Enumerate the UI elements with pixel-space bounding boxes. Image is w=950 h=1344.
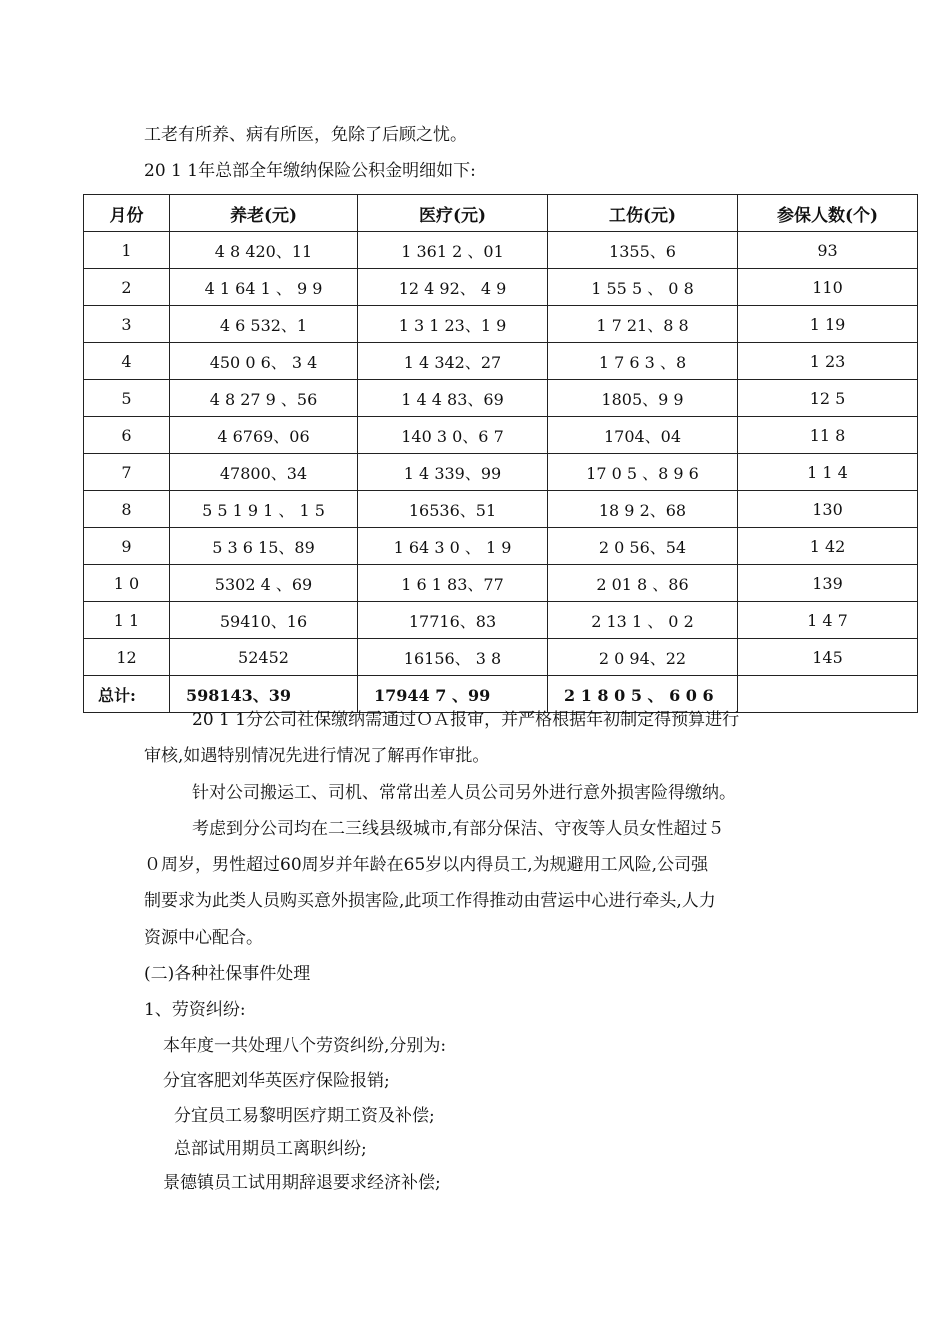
cell-injury: 1 7 21、8 8 xyxy=(548,306,738,343)
cell-month: 7 xyxy=(84,454,170,491)
cell-injury: 17 0 5 、8 9 6 xyxy=(548,454,738,491)
cell-pension: 4 8 27 9 、56 xyxy=(170,380,358,417)
total-injury: 2 1 8 0 5 、 6 0 6 xyxy=(548,676,738,713)
paragraph-line-2: 20 1 1年总部全年缴纳保险公积金明细如下: xyxy=(144,161,476,181)
header-insured-count: 参保人数(个) xyxy=(738,195,918,232)
cell-medical: 1 3 1 23、1 9 xyxy=(358,306,548,343)
total-medical: 17944 7 、99 xyxy=(358,676,548,713)
table-row xyxy=(84,343,918,380)
table-row xyxy=(84,454,918,491)
cell-insured-count: 139 xyxy=(738,565,918,602)
cell-injury: 18 9 2、68 xyxy=(548,491,738,528)
cell-insured-count: 1 23 xyxy=(738,343,918,380)
paragraph-consideration: 考虑到分公司均在二三线县级城市,有部分保洁、守夜等人员女性超过５ xyxy=(192,819,725,839)
cell-month: 4 xyxy=(84,343,170,380)
cell-pension: 450 0 6、 3 4 xyxy=(170,343,358,380)
cell-medical: 17716、83 xyxy=(358,602,548,639)
cell-month: 3 xyxy=(84,306,170,343)
cell-medical: 1 361 2 、01 xyxy=(358,232,548,269)
cell-month: 12 xyxy=(84,639,170,676)
cell-month: 8 xyxy=(84,491,170,528)
cell-medical: 140 3 0、6 7 xyxy=(358,417,548,454)
table-row xyxy=(84,602,918,639)
cell-insured-count: 145 xyxy=(738,639,918,676)
dispute-item-2: 分宜员工易黎明医疗期工资及补偿; xyxy=(174,1106,435,1126)
paragraph-consideration-4: 资源中心配合。 xyxy=(144,928,263,948)
cell-medical: 16536、51 xyxy=(358,491,548,528)
table-row xyxy=(84,417,918,454)
cell-pension: 4 8 420、11 xyxy=(170,232,358,269)
section-heading-social-events: (二)各种社保事件处理 xyxy=(144,964,311,984)
cell-pension: 4 6769、06 xyxy=(170,417,358,454)
dispute-item-1: 分宜客肥刘华英医疗保险报销; xyxy=(163,1071,390,1091)
cell-pension: 47800、34 xyxy=(170,454,358,491)
cell-injury: 2 01 8 、86 xyxy=(548,565,738,602)
table-total-row xyxy=(84,676,918,713)
cell-medical: 1 4 4 83、69 xyxy=(358,380,548,417)
cell-injury: 2 0 94、22 xyxy=(548,639,738,676)
subheading-labor-disputes: 1、劳资纠纷: xyxy=(144,1000,246,1020)
cell-pension: 59410、16 xyxy=(170,602,358,639)
table-row xyxy=(84,269,918,306)
cell-pension: 5302 4 、69 xyxy=(170,565,358,602)
cell-medical: 1 6 1 83、77 xyxy=(358,565,548,602)
cell-pension: 5 5 1 9 1 、 1 5 xyxy=(170,491,358,528)
cell-month: 1 0 xyxy=(84,565,170,602)
cell-pension: 52452 xyxy=(170,639,358,676)
cell-medical: 16156、 3 8 xyxy=(358,639,548,676)
paragraph-audit: 审核,如遇特别情况先进行情况了解再作审批。 xyxy=(144,746,490,766)
cell-month: 9 xyxy=(84,528,170,565)
cell-month: 6 xyxy=(84,417,170,454)
cell-insured-count: 1 1 4 xyxy=(738,454,918,491)
cell-medical: 1 64 3 0 、 1 9 xyxy=(358,528,548,565)
cell-insured-count: 110 xyxy=(738,269,918,306)
paragraph-consideration-3: 制要求为此类人员购买意外损害险,此项工作得推动由营运中心进行牵头,人力 xyxy=(144,891,716,911)
paragraph-consideration-2: ０周岁，男性超过60周岁并年龄在65岁以内得员工,为规避用工风险,公司强 xyxy=(144,855,709,875)
cell-month: 5 xyxy=(84,380,170,417)
dispute-item-3: 总部试用期员工离职纠纷; xyxy=(174,1139,367,1159)
table-header-row xyxy=(84,195,918,232)
insurance-table xyxy=(83,194,918,713)
total-pension: 598143、39 xyxy=(170,676,358,713)
table-row xyxy=(84,565,918,602)
header-medical: 医疗(元) xyxy=(358,195,548,232)
cell-injury: 1 7 6 3 、8 xyxy=(548,343,738,380)
cell-pension: 4 6 532、1 xyxy=(170,306,358,343)
cell-insured-count: 130 xyxy=(738,491,918,528)
cell-month: 1 xyxy=(84,232,170,269)
cell-injury: 2 0 56、54 xyxy=(548,528,738,565)
cell-insured-count: 1 42 xyxy=(738,528,918,565)
cell-injury: 1805、9 9 xyxy=(548,380,738,417)
paragraph-accident-insurance: 针对公司搬运工、司机、常常出差人员公司另外进行意外损害险得缴纳。 xyxy=(192,783,736,803)
cell-medical: 1 4 339、99 xyxy=(358,454,548,491)
cell-month: 2 xyxy=(84,269,170,306)
cell-month: 1 1 xyxy=(84,602,170,639)
table-row xyxy=(84,306,918,343)
cell-insured-count: 11 8 xyxy=(738,417,918,454)
cell-insured-count: 1 4 7 xyxy=(738,602,918,639)
header-month: 月份 xyxy=(84,195,170,232)
paragraph-oa-approval: 20 1 1分公司社保缴纳需通过ＯＡ报审，并严格根据年初制定得预算进行 xyxy=(192,710,740,730)
cell-medical: 12 4 92、 4 9 xyxy=(358,269,548,306)
total-insured-count xyxy=(738,676,918,713)
dispute-item-4: 景德镇员工试用期辞退要求经济补偿; xyxy=(163,1173,441,1193)
cell-pension: 5 3 6 15、89 xyxy=(170,528,358,565)
table-row xyxy=(84,491,918,528)
cell-pension: 4 1 64 1 、 9 9 xyxy=(170,269,358,306)
table-row xyxy=(84,380,918,417)
cell-medical: 1 4 342、27 xyxy=(358,343,548,380)
table-row xyxy=(84,232,918,269)
cell-insured-count: 1 19 xyxy=(738,306,918,343)
cell-injury: 2 13 1 、 0 2 xyxy=(548,602,738,639)
paragraph-line-1: 工老有所养、病有所医，免除了后顾之忧。 xyxy=(144,125,467,145)
total-label: 总计: xyxy=(84,676,170,713)
paragraph-dispute-intro: 本年度一共处理八个劳资纠纷,分别为: xyxy=(163,1036,447,1056)
table-row xyxy=(84,528,918,565)
cell-insured-count: 12 5 xyxy=(738,380,918,417)
cell-injury: 1 55 5 、 0 8 xyxy=(548,269,738,306)
cell-injury: 1704、04 xyxy=(548,417,738,454)
header-injury: 工伤(元) xyxy=(548,195,738,232)
table-row xyxy=(84,639,918,676)
header-pension: 养老(元) xyxy=(170,195,358,232)
cell-insured-count: 93 xyxy=(738,232,918,269)
table-body xyxy=(84,232,918,676)
cell-injury: 1355、6 xyxy=(548,232,738,269)
